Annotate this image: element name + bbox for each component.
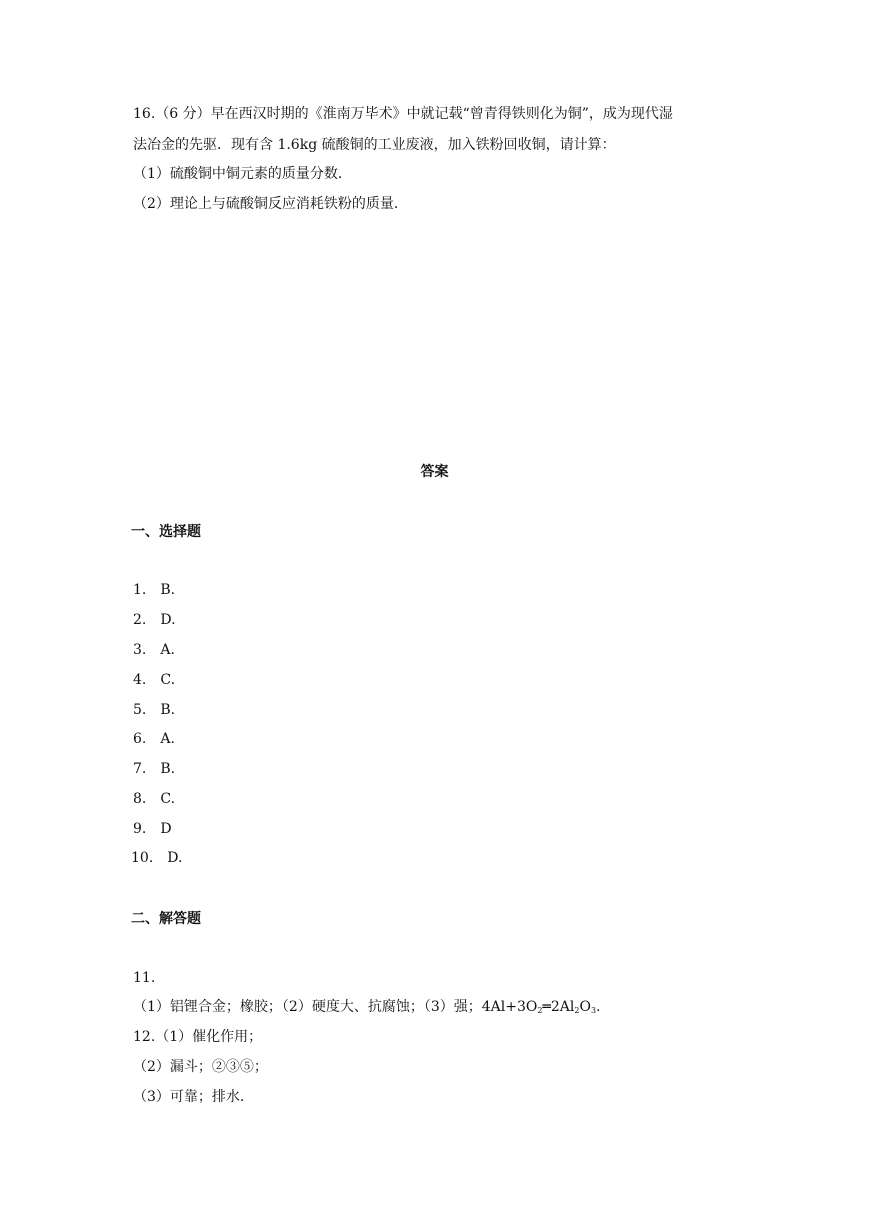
question-12-line-3: （3）可靠；排水． xyxy=(133,1089,254,1105)
q11-answer-text: （1）铝锂合金；橡胶；（2）硬度大、抗腐蚀；（3）强；4Al+3O xyxy=(133,999,538,1015)
question-16-part-2: （2）理论上与硫酸铜反应消耗铁粉的质量． xyxy=(133,196,408,212)
list-item: 2. D. xyxy=(133,612,176,628)
q11-answer-text: O xyxy=(579,999,591,1015)
question-12-line-1: 12.（1）催化作用； xyxy=(133,1029,263,1045)
q11-subscript: 2 xyxy=(574,1006,580,1015)
question-16-line-1: 16.（6 分）早在西汉时期的《淮南万毕术》中就记载“曾青得铁则化为铜”，成为现代湿 xyxy=(133,106,673,122)
q11-answer-text: . xyxy=(596,999,601,1015)
list-item: 5. B. xyxy=(133,702,176,718)
question-12-line-2: （2）漏斗；②③⑤； xyxy=(133,1059,268,1075)
list-item: 7. B. xyxy=(133,761,176,777)
q11-subscript: 3 xyxy=(590,1006,597,1015)
section-1-heading: 一、选择题 xyxy=(131,524,201,540)
question-11-answer-line xyxy=(133,997,601,1021)
question-16-part-1: （1）硫酸铜中铜元素的质量分数． xyxy=(133,166,352,182)
list-item: 9. D xyxy=(133,821,172,837)
list-item: 10. D. xyxy=(131,850,183,866)
q11-subscript: 2 xyxy=(537,1006,543,1015)
q11-answer-text: ═2Al xyxy=(542,999,575,1015)
question-16-line-2: 法冶金的先驱．现有含 1.6kg 硫酸铜的工业废液，加入铁粉回收铜，请计算： xyxy=(133,137,616,153)
list-item: 8. C. xyxy=(133,791,176,807)
list-item: 1. B. xyxy=(133,582,176,598)
answers-title: 答案 xyxy=(420,464,449,480)
section-2-heading: 二、解答题 xyxy=(131,911,201,927)
question-11-number: 11. xyxy=(133,970,156,986)
list-item: 4. C. xyxy=(133,672,176,688)
list-item: 3. A. xyxy=(133,642,175,658)
list-item: 6. A. xyxy=(133,731,175,747)
